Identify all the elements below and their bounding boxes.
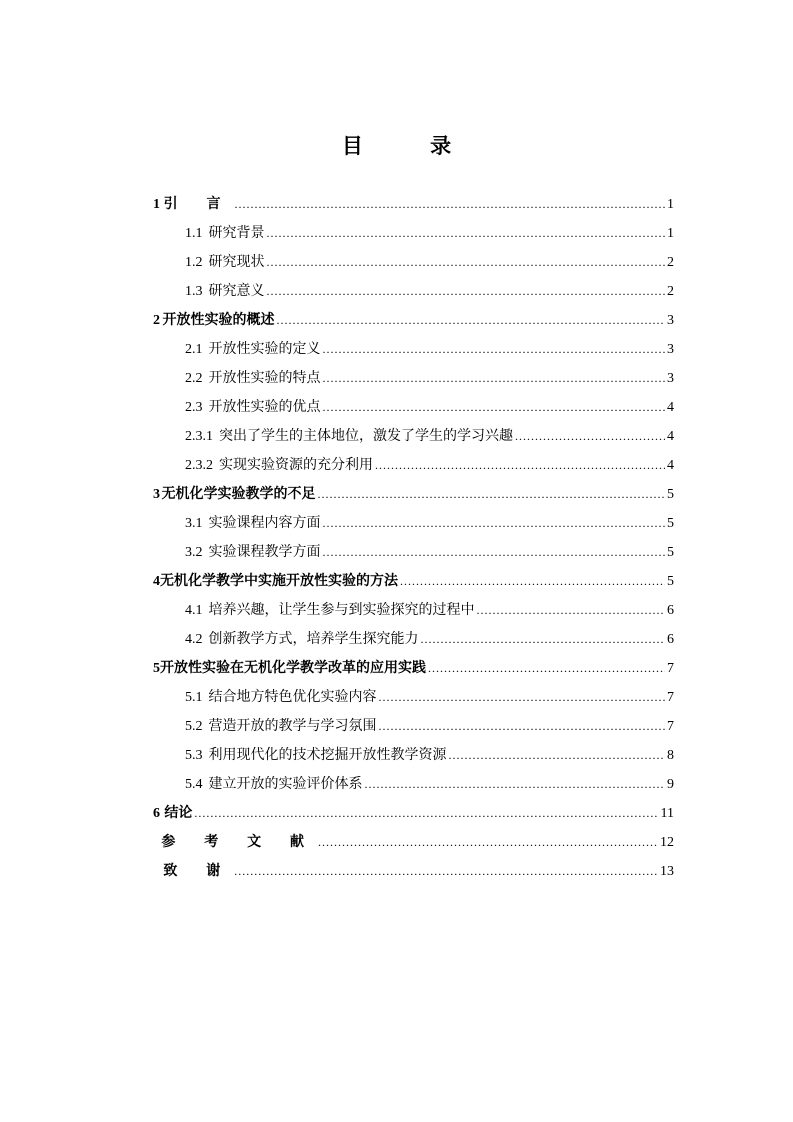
toc-entry-number: 1.2 xyxy=(185,255,203,270)
toc-entry-page-number: 2 xyxy=(667,255,674,270)
toc-entry-page-number: 6 xyxy=(667,603,674,618)
toc-entry-number: 2.3.2 xyxy=(185,458,213,473)
toc-entry-label: 实现实验资源的充分利用 xyxy=(219,457,373,473)
dot-leader xyxy=(400,574,665,589)
toc-entry-number: 2.3 xyxy=(185,400,203,415)
toc-entry-page-number: 12 xyxy=(660,835,674,850)
dot-leader xyxy=(365,777,666,792)
dot-leader xyxy=(323,545,666,560)
toc-entry-number: 5.1 xyxy=(185,690,203,705)
toc-entry-number: 5 xyxy=(153,661,160,676)
toc-entry[interactable] xyxy=(153,860,674,889)
toc-entry-number: 2 xyxy=(153,313,160,328)
toc-entry-label: 无机化学教学中实施开放性实验的方法 xyxy=(160,573,398,589)
toc-entry[interactable] xyxy=(153,425,674,454)
toc-entry[interactable] xyxy=(153,280,674,309)
toc-entry[interactable] xyxy=(153,367,674,396)
toc-entry[interactable] xyxy=(153,309,674,338)
toc-entry-number: 2.3.1 xyxy=(185,429,213,444)
page-title: 目 录 xyxy=(341,133,482,158)
toc-entry-label: 利用现代化的技术挖掘开放性教学资源 xyxy=(208,747,447,763)
toc-entry[interactable] xyxy=(153,193,674,222)
toc-entry-page-number: 4 xyxy=(667,429,674,444)
toc-entry-label: 结论 xyxy=(164,805,193,821)
toc-entry-number: 4.1 xyxy=(185,603,203,618)
toc-entry-label: 致 谢 xyxy=(163,863,233,879)
toc-entry-number: 3.2 xyxy=(185,545,203,560)
toc-entry[interactable] xyxy=(153,251,674,280)
toc-entry-page-number: 1 xyxy=(667,197,674,212)
toc-entry-label: 突出了学生的主体地位，激发了学生的学习兴趣 xyxy=(219,428,513,444)
toc-entry-page-number: 7 xyxy=(667,690,674,705)
dot-leader xyxy=(449,748,666,763)
toc-entry[interactable] xyxy=(153,454,674,483)
toc-entry-page-number: 4 xyxy=(667,458,674,473)
toc-entry-number: 6 xyxy=(153,806,160,821)
toc-entry-number: 3.1 xyxy=(185,516,203,531)
toc-entry-label: 建立开放的实验评价体系 xyxy=(208,776,363,792)
toc-entry-label: 研究意义 xyxy=(208,283,265,299)
toc-entry[interactable] xyxy=(153,512,674,541)
toc-entry-number: 4.2 xyxy=(185,632,203,647)
toc-entry-page-number: 9 xyxy=(667,777,674,792)
toc-entry[interactable] xyxy=(153,628,674,657)
dot-leader xyxy=(375,458,665,473)
toc-entry[interactable] xyxy=(153,541,674,570)
toc-entry-label: 培养兴趣，让学生参与到实验探究的过程中 xyxy=(208,602,475,618)
toc-entry[interactable] xyxy=(153,338,674,367)
toc-entry-label: 参 考 文 献 xyxy=(161,834,316,850)
toc-entry-label: 营造开放的教学与学习氛围 xyxy=(208,718,377,734)
toc-entry-page-number: 4 xyxy=(667,400,674,415)
toc-entry[interactable] xyxy=(153,831,674,860)
dot-leader xyxy=(194,806,658,821)
dot-leader xyxy=(421,632,666,647)
toc-entry[interactable] xyxy=(153,744,674,773)
toc-entry-page-number: 5 xyxy=(667,545,674,560)
toc-entry-label: 结合地方特色优化实验内容 xyxy=(208,689,377,705)
dot-leader xyxy=(267,255,666,270)
dot-leader xyxy=(323,516,666,531)
toc-entry[interactable] xyxy=(153,773,674,802)
dot-leader xyxy=(379,719,666,734)
toc-entry-label: 开放性实验在无机化学教学改革的应用实践 xyxy=(160,660,426,676)
dot-leader xyxy=(323,342,666,357)
toc-entry-label: 实验课程内容方面 xyxy=(208,515,321,531)
dot-leader xyxy=(267,284,666,299)
toc-entry-page-number: 7 xyxy=(667,719,674,734)
toc-entry[interactable] xyxy=(153,715,674,744)
dot-leader xyxy=(515,429,665,444)
toc-entry-page-number: 2 xyxy=(667,284,674,299)
toc-entry-label: 开放性实验的概述 xyxy=(162,312,275,328)
dot-leader xyxy=(234,197,665,212)
dot-leader xyxy=(277,313,665,328)
toc-entry[interactable] xyxy=(153,483,674,512)
dot-leader xyxy=(379,690,666,705)
toc-entry-number: 4 xyxy=(153,574,160,589)
toc-entry-page-number: 5 xyxy=(667,574,674,589)
toc-entry[interactable] xyxy=(153,686,674,715)
toc-entry-page-number: 11 xyxy=(660,806,674,821)
dot-leader xyxy=(323,371,666,386)
toc-entry[interactable] xyxy=(153,222,674,251)
toc-entry-number: 1 xyxy=(153,197,160,212)
toc-entry-page-number: 8 xyxy=(667,748,674,763)
toc-entry-page-number: 7 xyxy=(667,661,674,676)
toc-entry-label: 实验课程教学方面 xyxy=(208,544,321,560)
toc-entry-page-number: 6 xyxy=(667,632,674,647)
table-of-contents xyxy=(153,193,674,889)
toc-entry-number: 2.2 xyxy=(185,371,203,386)
toc-entry-label: 开放性实验的定义 xyxy=(208,341,321,357)
dot-leader xyxy=(323,400,666,415)
toc-entry-number: 1.1 xyxy=(185,226,203,241)
toc-entry-number: 5.3 xyxy=(185,748,203,763)
toc-entry-label: 引 言 xyxy=(163,196,233,212)
toc-entry-page-number: 5 xyxy=(667,516,674,531)
toc-entry-label: 开放性实验的特点 xyxy=(208,370,321,386)
toc-entry-label: 创新教学方式，培养学生探究能力 xyxy=(208,631,419,647)
dot-leader xyxy=(318,835,658,850)
toc-entry[interactable] xyxy=(153,570,674,599)
dot-leader xyxy=(267,226,666,241)
toc-entry-label: 无机化学实验教学的不足 xyxy=(161,486,316,502)
toc-entry-number: 5.4 xyxy=(185,777,203,792)
toc-entry-page-number: 1 xyxy=(667,226,674,241)
toc-entry[interactable] xyxy=(153,802,674,831)
toc-entry-number: 1.3 xyxy=(185,284,203,299)
toc-entry-label: 研究现状 xyxy=(208,254,265,270)
toc-entry-label: 开放性实验的优点 xyxy=(208,399,321,415)
toc-entry-page-number: 13 xyxy=(660,864,674,879)
dot-leader xyxy=(318,487,665,502)
toc-entry-page-number: 3 xyxy=(667,371,674,386)
dot-leader xyxy=(428,661,665,676)
toc-entry-label: 研究背景 xyxy=(208,225,265,241)
toc-entry-number: 2.1 xyxy=(185,342,203,357)
toc-entry-page-number: 5 xyxy=(667,487,674,502)
dot-leader xyxy=(234,864,658,879)
toc-entry-number: 3 xyxy=(153,487,160,502)
toc-entry-number: 5.2 xyxy=(185,719,203,734)
toc-entry[interactable] xyxy=(153,599,674,628)
toc-entry[interactable] xyxy=(153,396,674,425)
toc-entry-page-number: 3 xyxy=(667,313,674,328)
toc-entry-page-number: 3 xyxy=(667,342,674,357)
dot-leader xyxy=(477,603,666,618)
toc-entry[interactable] xyxy=(153,657,674,686)
